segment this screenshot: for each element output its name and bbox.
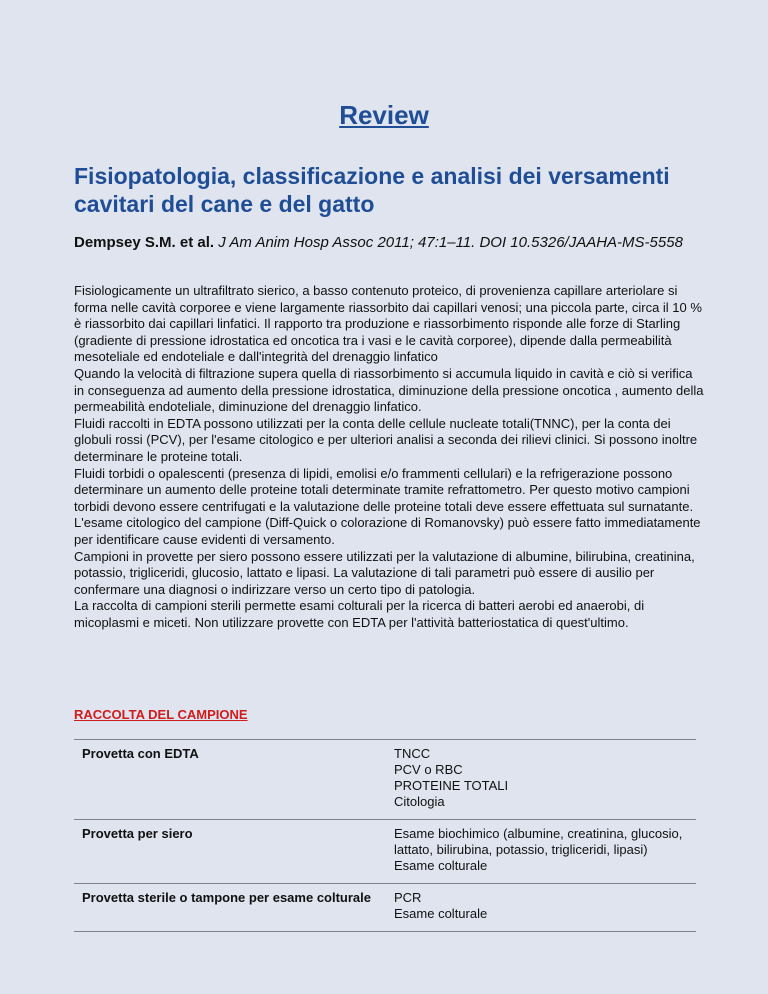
section-label: Review bbox=[339, 100, 429, 130]
test-item: PCR bbox=[394, 890, 422, 905]
table-row bbox=[74, 740, 696, 820]
test-item: PROTEINE TOTALI bbox=[394, 778, 509, 793]
body-paragraph: Campioni in provette per siero possono essere utilizzati per la valutazione di albumine, bilirubina, creatinina, potassio, trigliceridi, glucosio, lattato e lipasi. La valutazione di tali parametri può essere di ausilio per confermare una diagnosi o indirizzare verso un certo tipo di patologia. bbox=[74, 548, 695, 597]
body-paragraph: Fluidi raccolti in EDTA possono utilizzati per la conta delle cellule nucleate totali(TNNC), per la conta dei globuli rossi (PCV), per l'esame citologico e per ulteriori analisi a seconda dei rilievi clinici. Si possono inoltre determinare le proteine totali. bbox=[74, 415, 698, 464]
tests-cell bbox=[388, 820, 696, 884]
article-title: Fisiopatologia, classificazione e analisi dei versamenti cavitari del cane e del gatto bbox=[74, 163, 670, 217]
body-paragraph: La raccolta di campioni sterili permette esami colturali per la ricerca di batteri aerobi ed anaerobi, di micoplasmi e miceti. Non utilizzare provette con EDTA per l'attività batteriostatica di quest'ultimo. bbox=[74, 598, 645, 630]
test-item: Esame colturale bbox=[394, 858, 488, 873]
tests-cell bbox=[388, 740, 696, 820]
test-item: Citologia bbox=[394, 794, 445, 809]
citation-reference: J Am Anim Hosp Assoc 2011; 47:1–11. DOI 10.5326/JAAHA-MS-5558 bbox=[218, 234, 683, 251]
citation bbox=[74, 234, 734, 251]
tests-cell bbox=[388, 884, 696, 932]
sample-collection-table bbox=[74, 739, 696, 932]
citation-authors: Dempsey S.M. et al. bbox=[74, 234, 215, 251]
container-cell: Provetta per siero bbox=[74, 820, 388, 884]
article-body bbox=[74, 283, 704, 631]
table-row bbox=[74, 820, 696, 884]
test-item: lattato, bilirubina, potassio, trigliceridi, lipasi) bbox=[394, 842, 648, 857]
test-item: Esame biochimico (albumine, creatinina, glucosio, bbox=[394, 826, 683, 841]
body-paragraph: Fluidi torbidi o opalescenti (presenza di lipidi, emolisi e/o frammenti cellulari) e la refrigerazione possono determinare un aumento delle proteine totali determinate tramite refrattometro. Per questo motivo campioni torbidi devono essere centrifugati e la valutazione delle proteine totali deve essere effettuata sul surnatante. bbox=[74, 465, 694, 514]
test-item: Esame colturale bbox=[394, 906, 488, 921]
test-item: TNCC bbox=[394, 746, 431, 761]
test-item: PCV o RBC bbox=[394, 762, 463, 777]
body-paragraph: L'esame citologico del campione (Diff-Quick o colorazione di Romanovsky) può essere fatto immediatamente per identificare cause evidenti di versamento. bbox=[74, 515, 701, 547]
container-cell: Provetta con EDTA bbox=[74, 740, 388, 820]
sample-table-heading: RACCOLTA DEL CAMPIONE bbox=[74, 707, 248, 722]
container-cell: Provetta sterile o tampone per esame colturale bbox=[74, 884, 388, 932]
body-paragraph: Quando la velocità di filtrazione supera quella di riassorbimento si accumula liquido in cavità e ciò si verifica in conseguenza ad aumento della pressione idrostatica, diminuzione della pressione oncotica , aumento della permeabilità endoteliale, diminuzione del drenaggio linfatico. bbox=[74, 365, 704, 415]
body-paragraph: Fisiologicamente un ultrafiltrato sierico, a basso contenuto proteico, di provenienza capillare arteriolare si forma nelle cavità corporee e viene largamente riassorbito dai capillari venosi; una piccola parte, circa il 10 % è riassorbito dai capillari linfatici. Il rapporto tra produzione e riassorbimento risponde alle forze di Starling (gradiente di pressione idrostatica ed oncotica tra i vasi e le cavità corporee), dipende dalla permeabilità mesoteliale ed endoteliale e dall'integrità del drenaggio linfatico bbox=[74, 283, 702, 365]
table-row bbox=[74, 884, 696, 932]
